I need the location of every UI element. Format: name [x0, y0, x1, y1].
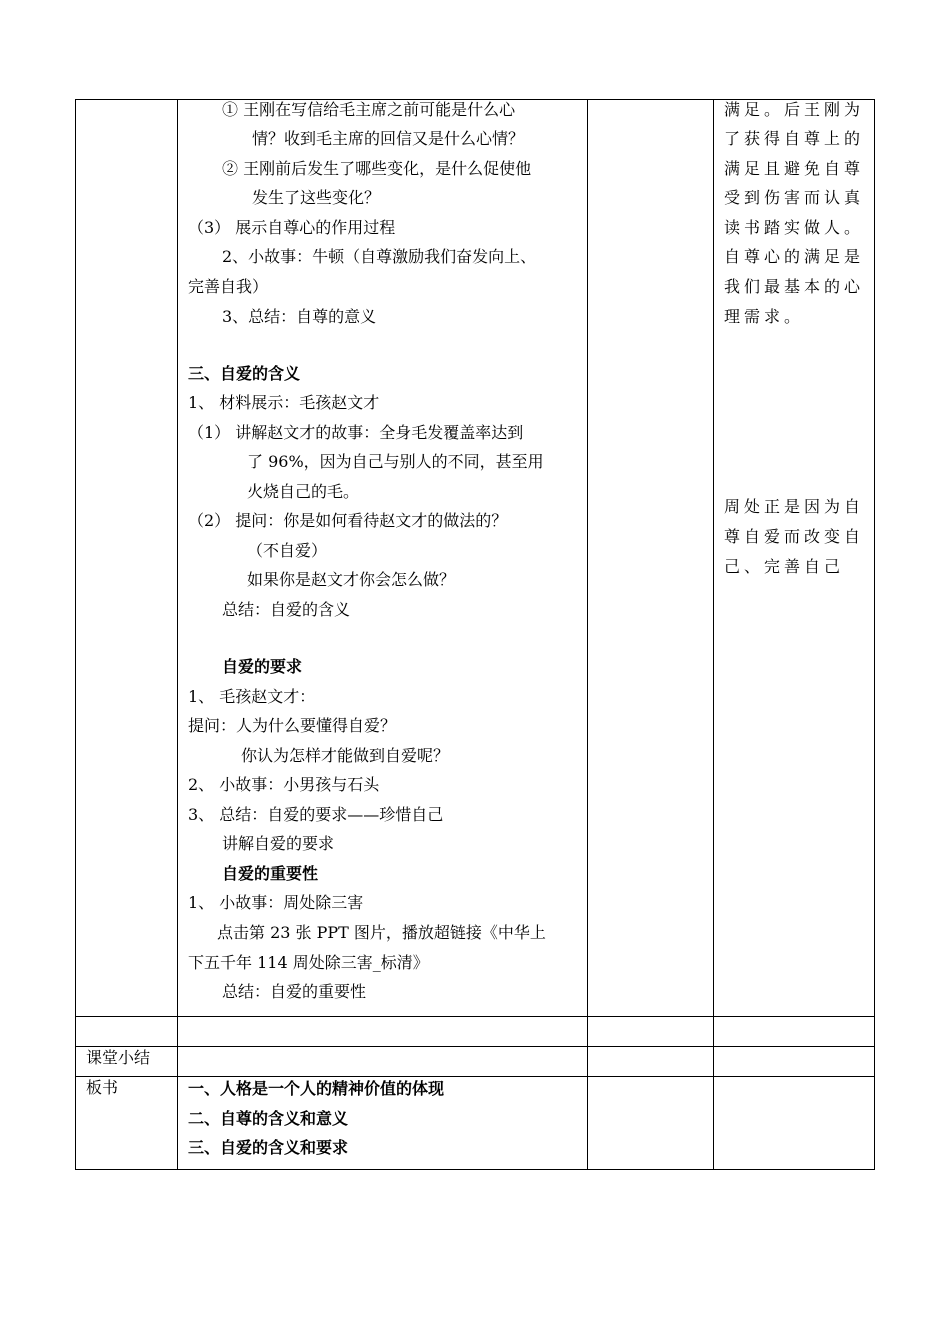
content-line: 1、 毛孩赵文才：	[188, 687, 316, 706]
section-heading: 三、自爱的含义	[188, 364, 301, 383]
summary-label: 课堂小结	[86, 1048, 151, 1067]
content-line: 3、 总结：自爱的要求——珍惜自己	[188, 805, 444, 824]
section-heading: 自爱的重要性	[222, 864, 319, 883]
content-line: 总结：自爱的含义	[222, 600, 351, 619]
content-line: （不自爱）	[247, 541, 328, 560]
content-line: 了 96%，因为自己与别人的不同，甚至用	[247, 452, 544, 471]
content-line: 完善自我）	[188, 277, 269, 296]
note-line: 周处正是因为自	[724, 497, 865, 516]
note-line: 满足且避免自尊	[724, 159, 865, 178]
content-line: 讲解自爱的要求	[222, 834, 335, 853]
row-divider-3	[75, 1076, 875, 1077]
content-line: 总结：自爱的重要性	[222, 982, 367, 1001]
column-divider-2	[587, 99, 588, 1170]
content-line: 1、 小故事：周处除三害	[188, 893, 364, 912]
row-divider-1	[75, 1016, 875, 1017]
content-line: （2） 提问：你是如何看待赵文才的做法的？	[188, 511, 508, 530]
column-divider-3	[713, 99, 714, 1170]
content-line: 火烧自己的毛。	[247, 482, 360, 501]
content-line: 如果你是赵文才你会怎么做？	[247, 570, 456, 589]
content-line: ① 王刚在写信给毛主席之前可能是什么心	[222, 100, 516, 119]
note-line: 尊自爱而改变自	[724, 527, 865, 546]
note-line: 受到伤害而认真	[724, 188, 865, 207]
board-line: 一、人格是一个人的精神价值的体现	[188, 1079, 445, 1098]
note-line: 了获得自尊上的	[724, 129, 865, 148]
content-line: 你认为怎样才能做到自爱呢？	[241, 746, 450, 765]
content-line: 情？收到毛主席的回信又是什么心情？	[252, 129, 525, 148]
content-line: 2、小故事：牛顿（自尊激励我们奋发向上、	[222, 247, 537, 266]
board-line: 三、自爱的含义和要求	[188, 1138, 349, 1157]
content-line: 发生了这些变化？	[252, 188, 381, 207]
content-line: 下五千年 114 周处除三害_标清》	[188, 953, 429, 972]
note-line: 读书踏实做人。	[724, 218, 865, 237]
row-divider-2	[75, 1046, 875, 1047]
board-line: 二、自尊的含义和意义	[188, 1109, 349, 1128]
note-line: 己、完善自己	[724, 557, 845, 576]
table-left-border	[75, 99, 76, 1170]
content-line: 提问：人为什么要懂得自爱？	[188, 716, 397, 735]
table-bottom-border	[75, 1169, 875, 1170]
column-divider-1	[177, 99, 178, 1170]
content-line: 1、 材料展示：毛孩赵文才	[188, 393, 380, 412]
board-label: 板书	[86, 1078, 119, 1097]
content-line: 3、总结：自尊的意义	[222, 307, 377, 326]
note-line: 我们最基本的心	[724, 277, 865, 296]
content-line: 点击第 23 张 PPT 图片，播放超链接《中华上	[217, 923, 546, 942]
note-line: 理需求。	[724, 307, 805, 326]
note-line: 自尊心的满足是	[724, 247, 865, 266]
note-line: 满足。后王刚为	[724, 100, 865, 119]
content-line: （3） 展示自尊心的作用过程	[188, 218, 396, 237]
content-line: 2、 小故事：小男孩与石头	[188, 775, 380, 794]
table-right-border	[874, 99, 875, 1170]
section-heading: 自爱的要求	[222, 657, 303, 676]
content-line: ② 王刚前后发生了哪些变化，是什么促使他	[222, 159, 532, 178]
content-line: （1） 讲解赵文才的故事：全身毛发覆盖率达到	[188, 423, 524, 442]
